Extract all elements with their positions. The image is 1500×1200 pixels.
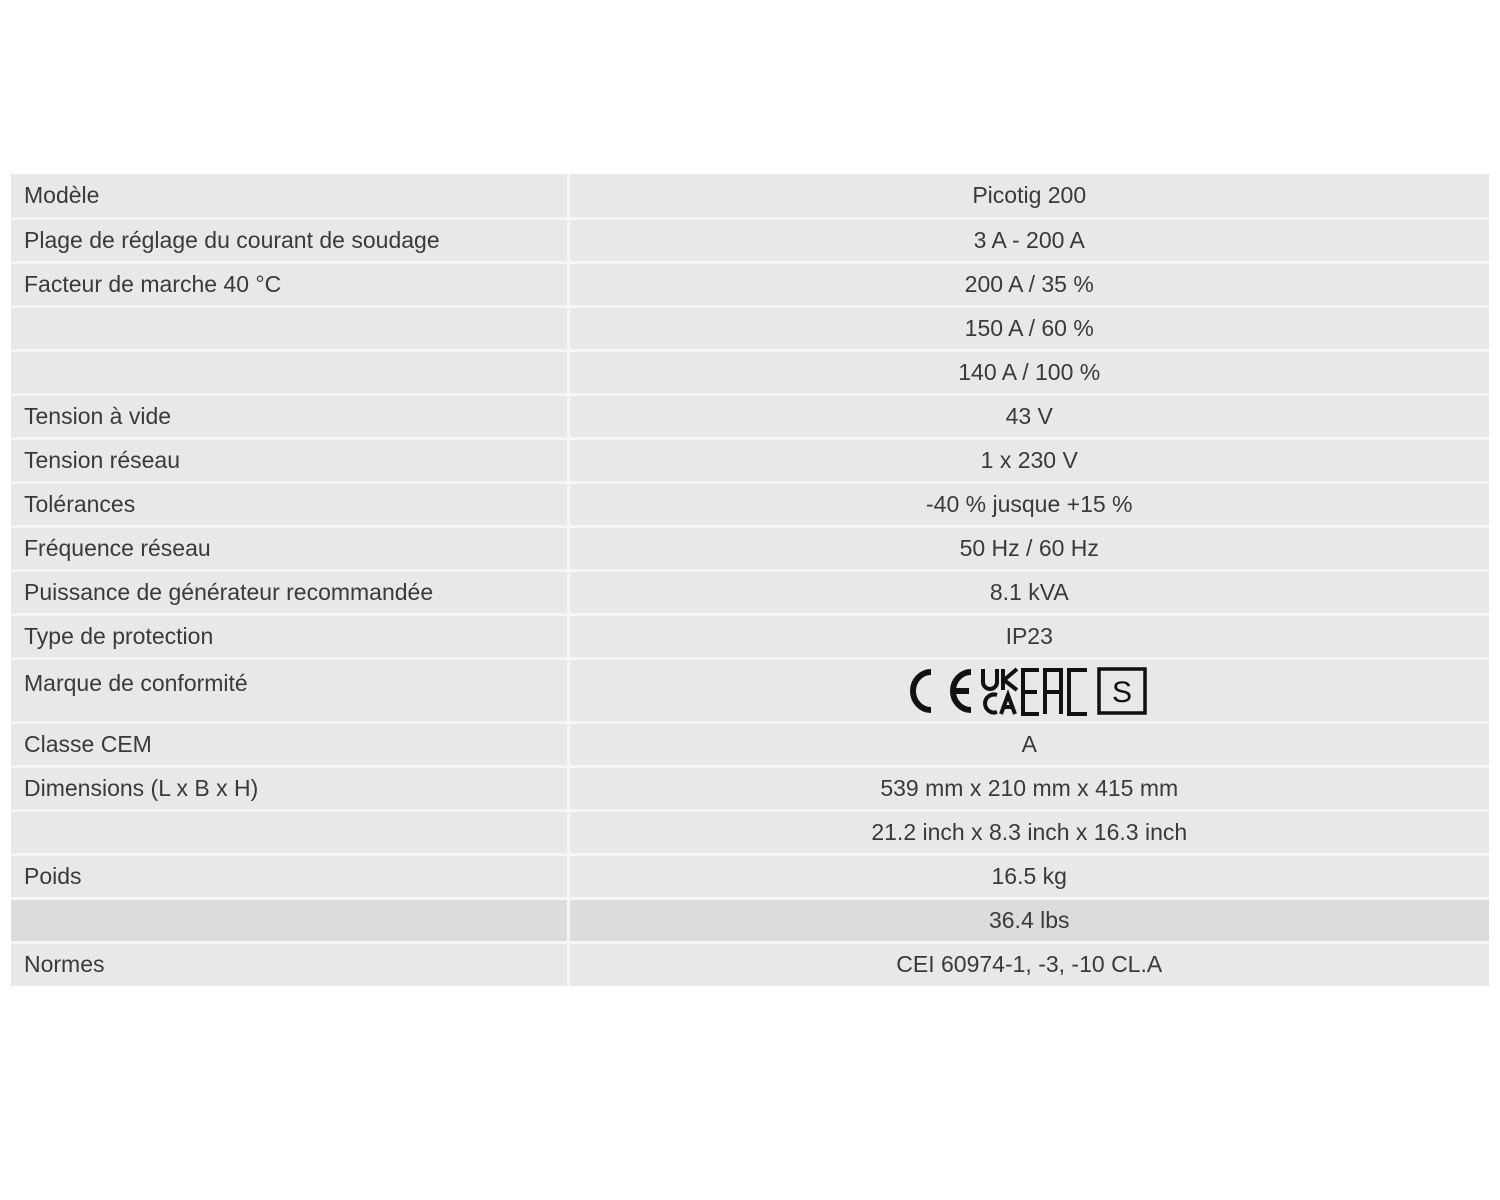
ce-mark-icon (913, 672, 971, 710)
spec-row-conformity-marks (11, 658, 1489, 722)
spec-label (11, 898, 568, 942)
spec-value: 200 A / 35 % (568, 262, 1489, 306)
spec-value: CEI 60974-1, -3, -10 CL.A (568, 942, 1489, 986)
spec-value: 140 A / 100 % (568, 350, 1489, 394)
spec-table (11, 174, 1489, 986)
spec-row-standards (11, 942, 1489, 986)
spec-row-mains-voltage (11, 438, 1489, 482)
spec-value: A (568, 722, 1489, 766)
spec-label: Fréquence réseau (11, 526, 568, 570)
spec-value: 43 V (568, 394, 1489, 438)
spec-value (568, 658, 1489, 722)
spec-label (11, 306, 568, 350)
spec-value: 539 mm x 210 mm x 415 mm (568, 766, 1489, 810)
spec-value: 8.1 kVA (568, 570, 1489, 614)
spec-value: 16.5 kg (568, 854, 1489, 898)
spec-row-model (11, 174, 1489, 218)
spec-row-protection-type (11, 614, 1489, 658)
spec-row-open-circuit-voltage (11, 394, 1489, 438)
spec-row-emc-class (11, 722, 1489, 766)
s-mark-icon (1099, 669, 1145, 713)
spec-label: Puissance de générateur recommandée (11, 570, 568, 614)
spec-row-dimensions (11, 766, 1489, 810)
spec-row-generator-power (11, 570, 1489, 614)
spec-row-mains-frequency (11, 526, 1489, 570)
conformity-marks-graphic (909, 664, 1149, 718)
spec-row-duty-cycle-3 (11, 350, 1489, 394)
ukca-mark-icon (983, 669, 1017, 714)
spec-value: 3 A - 200 A (568, 218, 1489, 262)
spec-value: 21.2 inch x 8.3 inch x 16.3 inch (568, 810, 1489, 854)
spec-label: Tolérances (11, 482, 568, 526)
spec-label: Classe CEM (11, 722, 568, 766)
spec-row-weight-lbs (11, 898, 1489, 942)
spec-label: Modèle (11, 174, 568, 218)
spec-label: Plage de réglage du courant de soudage (11, 218, 568, 262)
spec-row-current-range (11, 218, 1489, 262)
spec-label: Tension à vide (11, 394, 568, 438)
spec-label (11, 350, 568, 394)
spec-label: Marque de conformité (11, 658, 568, 722)
spec-row-duty-cycle-2 (11, 306, 1489, 350)
spec-label (11, 810, 568, 854)
spec-label: Tension réseau (11, 438, 568, 482)
spec-row-dimensions-inch (11, 810, 1489, 854)
spec-row-duty-cycle (11, 262, 1489, 306)
spec-label: Dimensions (L x B x H) (11, 766, 568, 810)
spec-value: -40 % jusque +15 % (568, 482, 1489, 526)
spec-label: Normes (11, 942, 568, 986)
spec-row-weight (11, 854, 1489, 898)
spec-label: Facteur de marche 40 °C (11, 262, 568, 306)
spec-row-tolerances (11, 482, 1489, 526)
conformity-marks (909, 664, 1149, 718)
spec-value: IP23 (568, 614, 1489, 658)
eac-mark-icon (1023, 670, 1087, 714)
spec-label: Type de protection (11, 614, 568, 658)
spec-value: 50 Hz / 60 Hz (568, 526, 1489, 570)
spec-value: 1 x 230 V (568, 438, 1489, 482)
svg-text:S: S (1112, 676, 1133, 709)
spec-value: 150 A / 60 % (568, 306, 1489, 350)
spec-label: Poids (11, 854, 568, 898)
spec-value: 36.4 lbs (568, 898, 1489, 942)
spec-value: Picotig 200 (568, 174, 1489, 218)
